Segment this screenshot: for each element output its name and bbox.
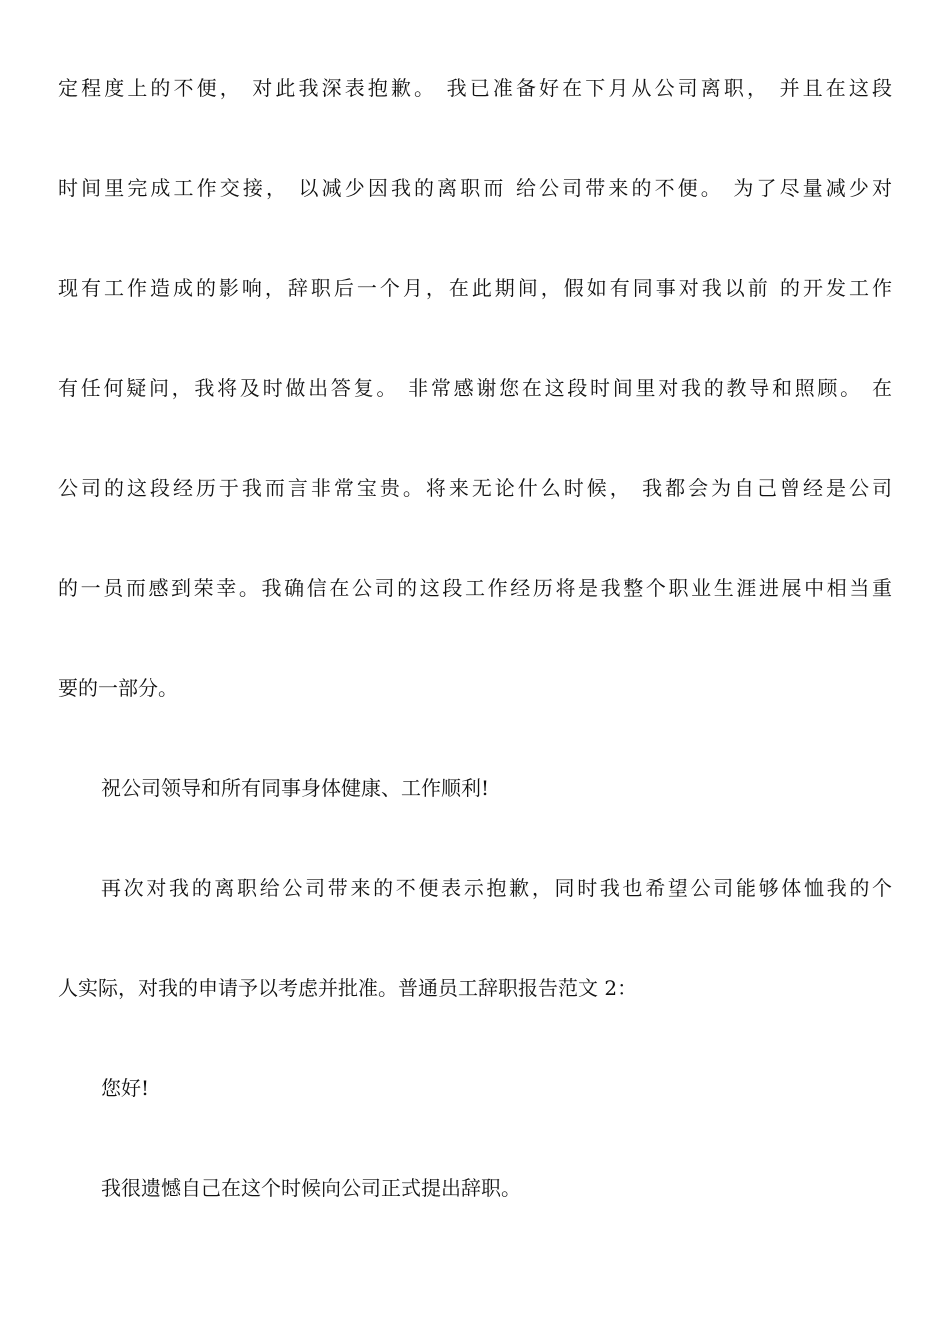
text-line-1: 定程度上的不便， 对此我深表抱歉。 我已准备好在下月从公司离职， 并且在这段	[58, 76, 892, 100]
text-line-4: 有任何疑问，我将及时做出答复。 非常感谢您在这段时间里对我的教导和照顾。 在	[58, 376, 892, 400]
text-line-7: 要的一部分。	[58, 676, 178, 700]
text-line-5: 公司的这段经历于我而言非常宝贵。将来无论什么时候， 我都会为自己曾经是公司	[58, 476, 892, 500]
text-line-6: 的一员而感到荣幸。我确信在公司的这段工作经历将是我整个职业生涯进展中相当重	[58, 576, 892, 600]
text-line-2: 时间里完成工作交接， 以减少因我的离职而 给公司带来的不便。 为了尽量减少对	[58, 176, 892, 200]
text-line-8: 祝公司领导和所有同事身体健康、工作顺利!	[101, 776, 490, 800]
text-line-3: 现有工作造成的影响，辞职后一个月，在此期间，假如有同事对我以前 的开发工作	[58, 276, 892, 300]
text-line-11: 您好!	[101, 1076, 150, 1100]
text-line-10: 人实际，对我的申请予以考虑并批准。普通员工辞职报告范文 2：	[58, 976, 638, 1000]
text-line-9: 再次对我的离职给公司带来的不便表示抱歉，同时我也希望公司能够体恤我的个	[101, 876, 892, 900]
text-line-12: 我很遗憾自己在这个时候向公司正式提出辞职。	[101, 1176, 521, 1200]
